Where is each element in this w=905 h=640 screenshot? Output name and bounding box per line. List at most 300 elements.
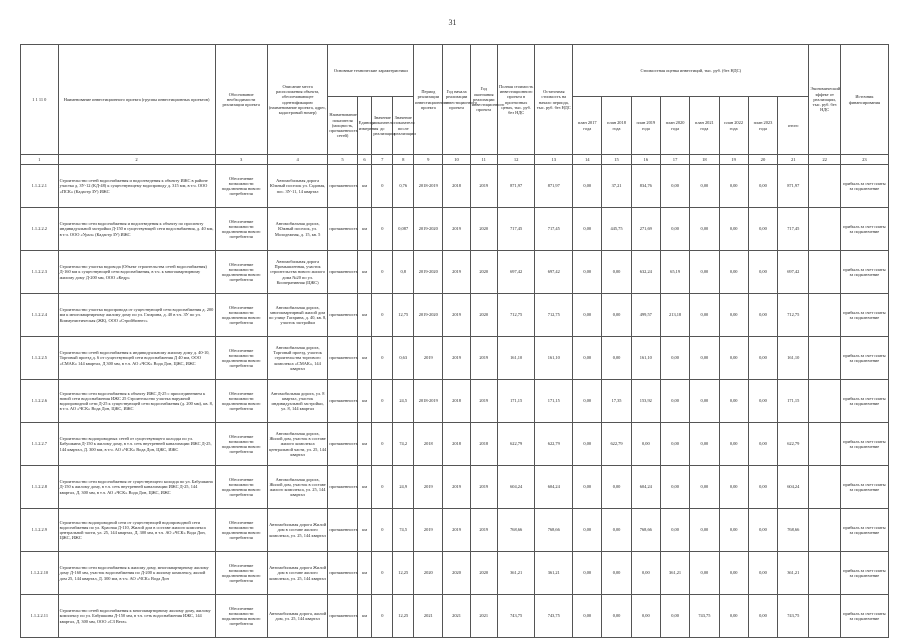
cell-y3: 0,00 — [631, 552, 660, 595]
cell-before: 0 — [372, 423, 393, 466]
cell-y4: 0,00 — [660, 380, 689, 423]
cell-y1: 0,00 — [573, 509, 602, 552]
cell-indicator: протяженность — [328, 165, 357, 208]
cell-rem: 743,75 — [535, 595, 573, 638]
cell-y1: 0,00 — [573, 466, 602, 509]
cell-total: 604,24 — [778, 466, 809, 509]
cell-y4: 0,00 — [660, 595, 689, 638]
cell-effect — [809, 466, 840, 509]
cell-place: Автомобильная дорога Южный поселок ул. Садовая, пос. ЗУ-11, 14 квартал — [267, 165, 328, 208]
cell-before: 0 — [372, 251, 393, 294]
cell-y5: 743,75 — [690, 595, 719, 638]
cell-y4: 0,00 — [660, 423, 689, 466]
cell-y6: 0,00 — [719, 595, 748, 638]
cell-y3: 834,76 — [631, 165, 660, 208]
cell-source: прибыль за счет платы за подключение — [840, 251, 888, 294]
cell-y3: 604,24 — [631, 466, 660, 509]
column-number-cell: 12 — [497, 155, 535, 165]
column-number-cell: 17 — [660, 155, 689, 165]
cell-place: Автомобильная дорога, Жилой дом, участок в составе жилого комплекса центральной части, ул. 25, 144 квартал — [267, 423, 328, 466]
cell-effect — [809, 251, 840, 294]
cell-name: Строительство сетей водоснабжения и водоотведения к объекту ИЖС в районе участка д. ЗУ-12 (КД-48) к существующему водопроводу д. 315 мм, в т.ч. ООО «ПСК» (Кадастр ЗУ) ИЖС — [58, 165, 215, 208]
cell-y7: 0,00 — [748, 466, 777, 509]
cell-y6: 0,00 — [719, 466, 748, 509]
cell-period: 2018 — [414, 423, 443, 466]
column-number-cell: 16 — [631, 155, 660, 165]
cell-period: 2019 — [414, 509, 443, 552]
cell-unit: км — [357, 251, 372, 294]
cell-period: 2019-2020 — [414, 294, 443, 337]
cell-period: 2021 — [414, 595, 443, 638]
table-row — [21, 337, 889, 380]
cell-y5: 0,00 — [690, 208, 719, 251]
table-row — [21, 595, 889, 638]
column-number-cell: 21 — [778, 155, 809, 165]
cell-unit: км — [357, 423, 372, 466]
cell-rem: 361,21 — [535, 552, 573, 595]
cell-y4: 0,00 — [660, 208, 689, 251]
cell-y6: 0,00 — [719, 165, 748, 208]
cell-full: 712,75 — [497, 294, 535, 337]
cell-indicator: протяженность — [328, 595, 357, 638]
cell-y7: 0,00 — [748, 294, 777, 337]
cell-full: 871,97 — [497, 165, 535, 208]
cell-period: 2019 — [414, 337, 443, 380]
cell-full: 697,42 — [497, 251, 535, 294]
cell-y7: 0,00 — [748, 337, 777, 380]
cell-rem: 171,15 — [535, 380, 573, 423]
cell-end: 2020 — [470, 208, 497, 251]
cell-source: прибыль за счет платы за подключение — [840, 595, 888, 638]
cell-name: Строительство участка водовода (Объект строительства сетей водоснабжения) Д-160 мм к существующей сети водоснабжения, в т.ч. к многоквартирному жилому дому Д-200 мм, ООО «Кедр» — [58, 251, 215, 294]
cell-source: прибыль за счет платы за подключение — [840, 208, 888, 251]
cell-effect — [809, 595, 840, 638]
cell-name: Строительство сети водоснабжения к жилому дому, многоквартирному жилому дому Д-160 мм, участок водоснабжения по Д-200 к жилому комплексу, жилой дом 25, 144 квартал, Д. 300 мм, в т.ч. АО «ЧСК» Вода Дон — [58, 552, 215, 595]
cell-end: 2021 — [470, 595, 497, 638]
cell-reason: Обеспечение возможности подключения нового потребителя — [215, 165, 267, 208]
cell-unit: км — [357, 165, 372, 208]
table-row — [21, 208, 889, 251]
cell-before: 0 — [372, 165, 393, 208]
cell-after: 74,2 — [393, 423, 414, 466]
cell-before: 0 — [372, 595, 393, 638]
cell-place: Автомобильная дорога Жилой дом в составе жилого комплекса, ул. 25, 144 квартал — [267, 509, 328, 552]
header-year-1: план 2017 года — [573, 97, 602, 155]
cell-full: 604,24 — [497, 466, 535, 509]
column-number-cell: 1 — [21, 155, 59, 165]
cell-y1: 0,00 — [573, 337, 602, 380]
cell-y6: 0,00 — [719, 509, 748, 552]
cell-name: Строительство сети водоснабжения к объекту ИЖС Д-25 с присоединением к новой сети водоснабжения ИЖС 25 Строительство участка наружной водопроводной сети Д-25 к существующей сети водоснабжения (д. 200 мм), кв. 8, в т.ч. АО «ЧСК» Вода Дон, ЦЖС, ИЖС — [58, 380, 215, 423]
cell-y1: 0,00 — [573, 380, 602, 423]
cell-num: 1.1.2.2.2 — [21, 208, 59, 251]
cell-before: 0 — [372, 294, 393, 337]
cell-after: 0,8 — [393, 251, 414, 294]
cell-end: 2018 — [470, 423, 497, 466]
cell-y3: 271,69 — [631, 208, 660, 251]
cell-y4: 0,00 — [660, 466, 689, 509]
cell-total: 171,15 — [778, 380, 809, 423]
cell-after: 0,63 — [393, 337, 414, 380]
table-row — [21, 251, 889, 294]
cell-place: Автомобильная дорога, Торговый проезд, участок строительства торгового комплекса «СМАК», 144 квартал — [267, 337, 328, 380]
cell-after: 12,25 — [393, 552, 414, 595]
cell-reason: Обеспечение возможности подключения нового потребителя — [215, 294, 267, 337]
cell-end: 2019 — [470, 466, 497, 509]
table-row — [21, 165, 889, 208]
cell-y3: 768,66 — [631, 509, 660, 552]
header-full-cost: Полная стоимость инвестиционного проекта в прогнозных ценах, тыс. руб. без НДС — [497, 45, 535, 155]
cell-y6: 0,00 — [719, 423, 748, 466]
cell-after: 0,087 — [393, 208, 414, 251]
cell-effect — [809, 165, 840, 208]
cell-start: 2019 — [443, 208, 470, 251]
cell-start: 2018 — [443, 165, 470, 208]
cell-y7: 0,00 — [748, 595, 777, 638]
cell-rem: 871,97 — [535, 165, 573, 208]
cell-end: 2019 — [470, 165, 497, 208]
header-reason: Обоснование необходимости реализации проекта — [215, 45, 267, 155]
cell-y7: 0,00 — [748, 380, 777, 423]
header-year-total: итого — [778, 97, 809, 155]
cell-end: 2019 — [470, 337, 497, 380]
cell-full: 622,79 — [497, 423, 535, 466]
cell-effect — [809, 552, 840, 595]
cell-y3: 499,57 — [631, 294, 660, 337]
cell-y7: 0,00 — [748, 251, 777, 294]
cell-y2: 0,00 — [602, 466, 631, 509]
cell-source: прибыль за счет платы за подключение — [840, 294, 888, 337]
cell-y5: 0,00 — [690, 466, 719, 509]
cell-total: 768,66 — [778, 509, 809, 552]
cell-num: 1.1.2.2.1 — [21, 165, 59, 208]
header-year-start: Год начала реализации инвестиционного проекта — [443, 45, 470, 155]
cell-y7: 0,00 — [748, 423, 777, 466]
cell-num: 1.1.2.2.6 — [21, 380, 59, 423]
cell-name: Строительство сетей водоснабжения к индивидуальному жилому дому д. 40-10, Торговый проезд д. 6 от существующей сети водоснабжения Д 40 мм, ООО «СМАК» 144 квартал, Д 300 мм, в т.ч. АО «ЧСК» Вода Дон, ЦЖС, ИЖС — [58, 337, 215, 380]
cell-unit: км — [357, 552, 372, 595]
cell-total: 712,75 — [778, 294, 809, 337]
cell-period: 2018-2019 — [414, 165, 443, 208]
header-after: Значение показателя после реализации — [393, 97, 414, 155]
column-number-cell: 13 — [535, 155, 573, 165]
cell-indicator: протяженность — [328, 552, 357, 595]
cell-reason: Обеспечение возможности подключения нового потребителя — [215, 423, 267, 466]
cell-y4: 65,19 — [660, 251, 689, 294]
cell-source: прибыль за счет платы за подключение — [840, 165, 888, 208]
cell-before: 0 — [372, 509, 393, 552]
cell-y2: 0,00 — [602, 251, 631, 294]
cell-unit: км — [357, 466, 372, 509]
cell-y5: 0,00 — [690, 380, 719, 423]
cell-start: 2019 — [443, 509, 470, 552]
cell-num: 1.1.2.2.10 — [21, 552, 59, 595]
cell-end: 2019 — [470, 380, 497, 423]
column-number-cell: 4 — [267, 155, 328, 165]
cell-rem: 161,10 — [535, 337, 573, 380]
cell-name: Строительство сети водоснабжения и водоотведения к объекту по проспекту индивидуальной застройки Д-150 в существующей сети водоснабжения, д. 40 мм, в т.ч. ООО «Урал» (Кадастр ЗУ) ИЖС — [58, 208, 215, 251]
cell-period: 2018-2019 — [414, 380, 443, 423]
cell-total: 161,10 — [778, 337, 809, 380]
cell-y1: 0,00 — [573, 165, 602, 208]
header-year-4: план 2020 года — [660, 97, 689, 155]
header-financing-group: Стоимостная оценка инвестиций, тыс. руб. (без НДС) — [573, 45, 809, 97]
cell-name: Строительство водопроводной сети от существующей водопроводной сети водоснабжения по ул. Красная Д-110, Жилой дом в составе жилого комплекса центральной части, ул. 25, 144 квартал, Д. 300 мм, в т.ч. АО «ЧСК» Вода Дон, ЦЖС, ИЖС — [58, 509, 215, 552]
cell-before: 0 — [372, 208, 393, 251]
header-place: Описание места расположения объекта, обеспечивающее идентификацию (наименование проекта, адрес, кадастровый номер) — [267, 45, 328, 155]
cell-rem: 717,45 — [535, 208, 573, 251]
cell-after: 0,76 — [393, 165, 414, 208]
cell-y5: 0,00 — [690, 509, 719, 552]
cell-total: 743,75 — [778, 595, 809, 638]
cell-y1: 0,00 — [573, 423, 602, 466]
column-number-cell: 2 — [58, 155, 215, 165]
cell-y2: 0,00 — [602, 509, 631, 552]
column-number-cell: 11 — [470, 155, 497, 165]
column-number-cell: 18 — [690, 155, 719, 165]
header-year-6: план 2022 года — [719, 97, 748, 155]
cell-name: Строительство сети водоснабжения от существующего колодца по ул. Бабушкина Д-150 к жилому дому, в т.ч. сеть внутренней канализации ИЖС Д-25, 144 квартал, Д. 300 мм, в т.ч. АО «ЧСК» Вода Дон, ЦЖС, ИЖС — [58, 466, 215, 509]
header-year-3: план 2019 года — [631, 97, 660, 155]
cell-reason: Обеспечение возможности подключения нового потребителя — [215, 380, 267, 423]
cell-full: 161,10 — [497, 337, 535, 380]
cell-effect — [809, 337, 840, 380]
cell-reason: Обеспечение возможности подключения нового потребителя — [215, 466, 267, 509]
cell-start: 2019 — [443, 337, 470, 380]
cell-after: 24,5 — [393, 380, 414, 423]
column-number-cell: 5 — [328, 155, 357, 165]
page-number: 31 — [448, 18, 457, 27]
cell-effect — [809, 294, 840, 337]
cell-indicator: протяженность — [328, 423, 357, 466]
cell-y7: 0,00 — [748, 165, 777, 208]
cell-y2: 0,00 — [602, 337, 631, 380]
cell-y1: 0,00 — [573, 552, 602, 595]
cell-source: прибыль за счет платы за подключение — [840, 552, 888, 595]
cell-indicator: протяженность — [328, 251, 357, 294]
cell-y6: 0,00 — [719, 251, 748, 294]
cell-effect — [809, 380, 840, 423]
cell-full: 768,66 — [497, 509, 535, 552]
cell-end: 2020 — [470, 251, 497, 294]
cell-total: 361,21 — [778, 552, 809, 595]
cell-period: 2019-2020 — [414, 251, 443, 294]
cell-start: 2018 — [443, 423, 470, 466]
cell-start: 2021 — [443, 595, 470, 638]
table-row — [21, 509, 889, 552]
cell-name: Строительство водопроводных сетей от существующего колодца по ул. Бабушкина Д-150 к жилому дому, в т.ч. сеть внутренней канализации ИЖС Д-25, 144 квартал, Д. 300 мм, в т.ч. АО «ЧСК» Вода Дон, ЦЖС, ИЖС — [58, 423, 215, 466]
header-before: Значение показателя до реализации — [372, 97, 393, 155]
header-remaining: Остаточная стоимость на начало периода, тыс. руб. без НДС — [535, 45, 573, 155]
cell-y5: 0,00 — [690, 337, 719, 380]
cell-after: 12,75 — [393, 294, 414, 337]
column-number-cell: 15 — [602, 155, 631, 165]
cell-num: 1.1.2.2.8 — [21, 466, 59, 509]
header-unit: Единица измерения — [357, 97, 372, 155]
cell-reason: Обеспечение возможности подключения нового потребителя — [215, 595, 267, 638]
column-number-cell: 7 — [372, 155, 393, 165]
cell-before: 0 — [372, 380, 393, 423]
cell-y1: 0,00 — [573, 294, 602, 337]
cell-y4: 0,00 — [660, 337, 689, 380]
cell-y4: 0,00 — [660, 509, 689, 552]
cell-end: 2020 — [470, 294, 497, 337]
cell-name: Строительство сетей водоснабжения к многоквартирному жилому дому, жилому комплексу по ул. Бабушкина Д-150 мм, в т.ч. сеть водоснабжения ИЖС, 144 квартал, Д. 300 мм, ООО «СЗ Вега» — [58, 595, 215, 638]
header-project-name: Наименование инвестиционного проекта (группы инвестиционных проектов) — [58, 45, 215, 155]
column-number-cell: 6 — [357, 155, 372, 165]
cell-before: 0 — [372, 337, 393, 380]
cell-y6: 0,00 — [719, 337, 748, 380]
cell-y7: 0,00 — [748, 208, 777, 251]
cell-place: Автомобильная дорога, жилой дом, ул. 25, 144 квартал — [267, 595, 328, 638]
cell-effect — [809, 509, 840, 552]
cell-after: 24,9 — [393, 466, 414, 509]
cell-indicator: протяженность — [328, 294, 357, 337]
cell-rem: 622,79 — [535, 423, 573, 466]
cell-reason: Обеспечение возможности подключения нового потребителя — [215, 509, 267, 552]
column-number-cell: 19 — [719, 155, 748, 165]
column-number-row — [21, 155, 889, 165]
cell-effect — [809, 423, 840, 466]
cell-y6: 0,00 — [719, 208, 748, 251]
cell-y2: 0,00 — [602, 595, 631, 638]
cell-y6: 0,00 — [719, 380, 748, 423]
cell-num: 1.1.2.2.5 — [21, 337, 59, 380]
cell-unit: км — [357, 509, 372, 552]
column-number-cell: 10 — [443, 155, 470, 165]
cell-full: 171,15 — [497, 380, 535, 423]
cell-y7: 0,00 — [748, 552, 777, 595]
cell-start: 2019 — [443, 466, 470, 509]
cell-source: прибыль за счет платы за подключение — [840, 423, 888, 466]
table-row — [21, 423, 889, 466]
cell-y7: 0,00 — [748, 509, 777, 552]
header-indicator: Наименование показателя (мощность, протяженность сетей) — [328, 97, 357, 155]
cell-y1: 0,00 — [573, 251, 602, 294]
cell-y2: 622,79 — [602, 423, 631, 466]
cell-y2: 0,00 — [602, 552, 631, 595]
cell-y2: 17,35 — [602, 380, 631, 423]
cell-reason: Обеспечение возможности подключения нового потребителя — [215, 337, 267, 380]
header-source: Источник финансирования — [840, 45, 888, 155]
cell-total: 871,97 — [778, 165, 809, 208]
cell-source: прибыль за счет платы за подключение — [840, 337, 888, 380]
cell-y2: 0,00 — [602, 294, 631, 337]
cell-start: 2020 — [443, 552, 470, 595]
cell-period: 2019-2020 — [414, 208, 443, 251]
cell-start: 2019 — [443, 294, 470, 337]
cell-source: прибыль за счет платы за подключение — [840, 380, 888, 423]
cell-period: 2019 — [414, 466, 443, 509]
column-number-cell: 3 — [215, 155, 267, 165]
header-year-7: план 2023 года — [748, 97, 777, 155]
cell-source: прибыль за счет платы за подключение — [840, 466, 888, 509]
cell-y5: 0,00 — [690, 251, 719, 294]
cell-total: 717,45 — [778, 208, 809, 251]
cell-y6: 0,00 — [719, 294, 748, 337]
cell-rem: 712,75 — [535, 294, 573, 337]
cell-place: Автомобильная дорога, ул. 8 квартал, участок индивидуальной застройки, ул. 8, 144 квартал — [267, 380, 328, 423]
cell-full: 717,45 — [497, 208, 535, 251]
cell-y1: 0,00 — [573, 595, 602, 638]
cell-indicator: протяженность — [328, 380, 357, 423]
header-row-1 — [21, 45, 889, 97]
column-number-cell: 8 — [393, 155, 414, 165]
cell-place: Автомобильная дорога, многоквартирный жилой дом по улице Гагарина, д. 40, кв. 8, участок застройки — [267, 294, 328, 337]
cell-y6: 0,00 — [719, 552, 748, 595]
cell-unit: км — [357, 208, 372, 251]
cell-start: 2018 — [443, 380, 470, 423]
cell-reason: Обеспечение возможности подключения нового потребителя — [215, 251, 267, 294]
cell-indicator: протяженность — [328, 337, 357, 380]
column-number-cell: 14 — [573, 155, 602, 165]
cell-reason: Обеспечение возможности подключения нового потребителя — [215, 208, 267, 251]
cell-y1: 0,00 — [573, 208, 602, 251]
cell-y4: 213,18 — [660, 294, 689, 337]
cell-num: 1.1.2.2.9 — [21, 509, 59, 552]
cell-rem: 604,24 — [535, 466, 573, 509]
cell-y2: 445,75 — [602, 208, 631, 251]
cell-source: прибыль за счет платы за подключение — [840, 509, 888, 552]
cell-unit: км — [357, 294, 372, 337]
cell-unit: км — [357, 337, 372, 380]
cell-y5: 0,00 — [690, 165, 719, 208]
cell-y3: 0,00 — [631, 423, 660, 466]
table-row — [21, 466, 889, 509]
cell-period: 2020 — [414, 552, 443, 595]
cell-after: 12,25 — [393, 595, 414, 638]
header-year-end: Год окончания реализации инвестиционного проекта — [470, 45, 497, 155]
cell-y5: 0,00 — [690, 294, 719, 337]
cell-place: Автомобильная дорога Жилой дом в составе жилого комплекса, ул. 25, 144 квартал — [267, 552, 328, 595]
cell-unit: км — [357, 380, 372, 423]
cell-num: 1.1.2.2.4 — [21, 294, 59, 337]
cell-effect — [809, 208, 840, 251]
header-period: Период реализации инвестиционного проекта — [414, 45, 443, 155]
header-year-2: план 2018 года — [602, 97, 631, 155]
cell-num: 1.1.2.2.3 — [21, 251, 59, 294]
cell-total: 622,79 — [778, 423, 809, 466]
column-number-cell: 20 — [748, 155, 777, 165]
cell-start: 2019 — [443, 251, 470, 294]
header-effect: Экономический эффект от реализации, тыс. руб. без НДС — [809, 45, 840, 155]
cell-after: 74,5 — [393, 509, 414, 552]
table-row — [21, 294, 889, 337]
cell-before: 0 — [372, 466, 393, 509]
cell-before: 0 — [372, 552, 393, 595]
header-tech-group: Основные технические характеристики — [328, 45, 414, 97]
investment-table — [20, 44, 889, 638]
cell-place: Автомобильная дорога, Южный поселок, ул. Молодежная, д. 15, кв. 5 — [267, 208, 328, 251]
cell-indicator: протяженность — [328, 509, 357, 552]
column-number-cell: 23 — [840, 155, 888, 165]
cell-reason: Обеспечение возможности подключения нового потребителя — [215, 552, 267, 595]
cell-y3: 161,10 — [631, 337, 660, 380]
cell-name: Строительство участка водопровода от существующей сети водоснабжения д. 200 мм к многоквартирному жилому дому по ул. Гагарина, д. 40 в т.ч. ЗУ по ул. Коммунистическая (ЖК), ООО «Стройбизнес» — [58, 294, 215, 337]
cell-rem: 697,42 — [535, 251, 573, 294]
cell-place: Автомобильная дорога Промышленная, участок строительства нового жилого дома №20 по ул. Кооперативная (ЦЖС) — [267, 251, 328, 294]
cell-y3: 632,24 — [631, 251, 660, 294]
cell-place: Автомобильная дорога, Жилой дом, участок в составе жилого комплекса, ул. 25, 144 квартал — [267, 466, 328, 509]
cell-num: 1.1.2.2.11 — [21, 595, 59, 638]
header-year-5: план 2021 года — [690, 97, 719, 155]
cell-y2: 37,21 — [602, 165, 631, 208]
cell-y3: 153,92 — [631, 380, 660, 423]
cell-rem: 768,66 — [535, 509, 573, 552]
cell-unit: км — [357, 595, 372, 638]
cell-indicator: протяженность — [328, 208, 357, 251]
column-number-cell: 22 — [809, 155, 840, 165]
